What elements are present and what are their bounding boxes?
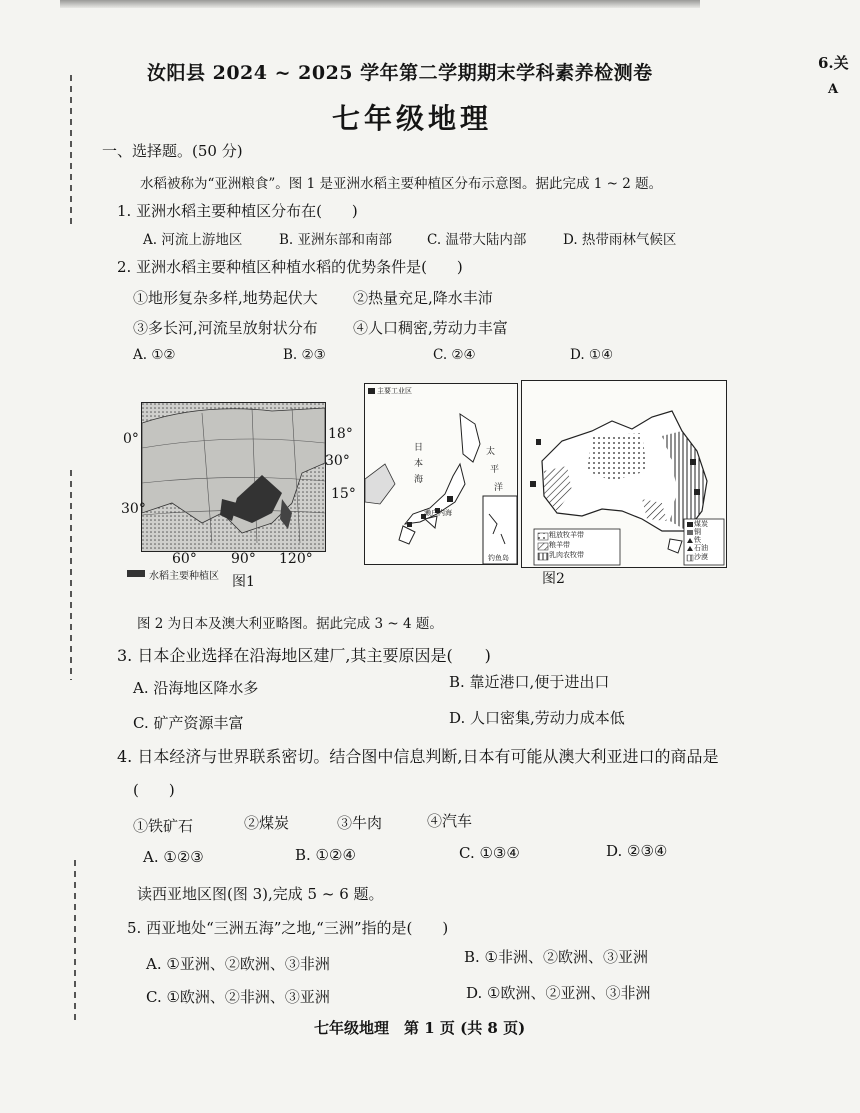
q2-option-d: D. ①④ (570, 347, 614, 363)
question-1-stem: 1. 亚洲水稻主要种植区分布在( ) (117, 202, 358, 220)
binding-line (74, 860, 76, 1020)
q2-option-b: B. ②③ (283, 347, 326, 363)
binding-line (70, 470, 72, 680)
japan-label-ben: 本 (414, 459, 424, 469)
q2-item-3: ③多长河,河流呈放射状分布 (133, 319, 318, 337)
question-2-stem: 2. 亚洲水稻主要种植区种植水稻的优势条件是( ) (117, 258, 463, 276)
q5-option-a: A. ①亚洲、②欧洲、③非洲 (146, 955, 330, 973)
fig1-lat-right-30: 30° (325, 453, 350, 469)
fig2-caption: 图2 (542, 571, 565, 587)
aus-legend-iron: 铁 (694, 536, 701, 544)
scan-shadow (60, 0, 700, 8)
fig1-lon-120: 120° (279, 551, 313, 567)
q2-item-4: ④人口稠密,劳动力丰富 (353, 319, 508, 337)
fig1-lon-90: 90° (231, 551, 256, 567)
q4-option-c: C. ①③④ (459, 844, 520, 862)
aus-legend-desert: 沙漠 (694, 553, 708, 561)
japan-label-hai: 海 (414, 475, 424, 485)
q3-option-c: C. 矿产资源丰富 (133, 714, 244, 732)
q4-item-4: ④汽车 (427, 812, 473, 830)
aus-zone-3: 乳肉农牧带 (549, 551, 584, 559)
edge-fragment: 6.关 (818, 54, 849, 72)
q4-item-3: ③牛肉 (337, 814, 383, 832)
q4-option-b: B. ①②④ (295, 846, 356, 864)
aus-zone-2: 粮羊带 (549, 541, 570, 549)
q5-option-c: C. ①欧洲、②非洲、③亚洲 (146, 988, 330, 1006)
section-intro-2: 图 2 为日本及澳大利亚略图。据此完成 3 ~ 4 题。 (137, 616, 443, 632)
question-3-stem: 3. 日本企业选择在沿海地区建厂,其主要原因是( ) (117, 646, 491, 665)
q1-option-a: A. 河流上游地区 (143, 232, 243, 248)
aus-legend-coal: 煤炭 (694, 520, 708, 528)
fig1-lat-left-0: 0° (123, 431, 139, 447)
fig1-lat-right-15: 15° (331, 486, 356, 502)
fig1-caption: 图1 (232, 574, 255, 590)
q3-option-d: D. 人口密集,劳动力成本低 (449, 709, 625, 727)
q5-option-d: D. ①欧洲、②亚洲、③非洲 (466, 984, 651, 1002)
japan-label-diaoyu: 钓鱼岛 (488, 554, 509, 562)
q2-item-1: ①地形复杂多样,地势起伏大 (133, 289, 318, 307)
aus-legend-copper: 铜 (694, 528, 701, 536)
q3-option-a: A. 沿海地区降水多 (133, 679, 259, 697)
japan-label-tai: 太 (486, 447, 496, 457)
question-5-stem: 5. 西亚地处“三洲五海”之地,“三洲”指的是( ) (127, 919, 449, 937)
q5-option-b: B. ①非洲、②欧洲、③亚洲 (464, 948, 649, 966)
figure-1-asia-map (141, 402, 326, 552)
page-footer: 七年级地理 第 1 页 (共 8 页) (314, 1019, 526, 1037)
japan-legend-label: 主要工业区 (377, 387, 412, 395)
q4-option-a: A. ①②③ (143, 848, 204, 866)
japan-label-yang: 洋 (494, 483, 504, 493)
fig1-lon-60: 60° (172, 551, 197, 567)
fig1-lat-right-18: 18° (328, 426, 353, 442)
q1-option-d: D. 热带雨林气候区 (563, 232, 677, 248)
binding-line (70, 75, 72, 225)
q2-option-a: A. ①② (133, 347, 176, 363)
aus-zone-1: 粗放牧羊带 (549, 531, 584, 539)
fig1-legend-label: 水稻主要种植区 (149, 571, 219, 582)
japan-label-setonaikai: 濑户内海 (424, 509, 452, 517)
q4-item-1: ①铁矿石 (133, 817, 194, 835)
q1-option-c: C. 温带大陆内部 (427, 232, 527, 248)
exam-title: 汝阳县 2024 ~ 2025 学年第二学期期末学科素养检测卷 (147, 62, 653, 84)
aus-legend-oil: 石油 (694, 544, 708, 552)
q2-option-c: C. ②④ (433, 347, 476, 363)
question-4-paren: ( ) (133, 781, 175, 799)
japan-label-ping: 平 (490, 465, 500, 475)
q2-item-2: ②热量充足,降水丰沛 (353, 289, 493, 307)
q4-item-2: ②煤炭 (244, 814, 290, 832)
subject-title: 七年级地理 (332, 102, 493, 135)
question-4-stem: 4. 日本经济与世界联系密切。结合图中信息判断,日本有可能从澳大利亚进口的商品是 (117, 747, 719, 766)
asia-map-drawing (142, 403, 325, 551)
edge-fragment-mark: A (828, 82, 839, 97)
section-intro: 水稻被称为“亚洲粮食”。图 1 是亚洲水稻主要种植区分布示意图。据此完成 1 ~ 2 题。 (140, 176, 663, 192)
section-heading: 一、选择题。(50 分) (102, 142, 243, 160)
fig1-legend-swatch (127, 570, 145, 577)
fig1-lat-left-30: 30° (121, 501, 146, 517)
q4-option-d: D. ②③④ (606, 842, 668, 860)
q3-option-b: B. 靠近港口,便于进出口 (449, 673, 610, 691)
japan-legend-swatch (368, 388, 375, 394)
section-intro-3: 读西亚地区图(图 3),完成 5 ~ 6 题。 (137, 885, 384, 903)
q1-option-b: B. 亚洲东部和南部 (279, 232, 393, 248)
japan-label-ri: 日 (414, 443, 424, 453)
